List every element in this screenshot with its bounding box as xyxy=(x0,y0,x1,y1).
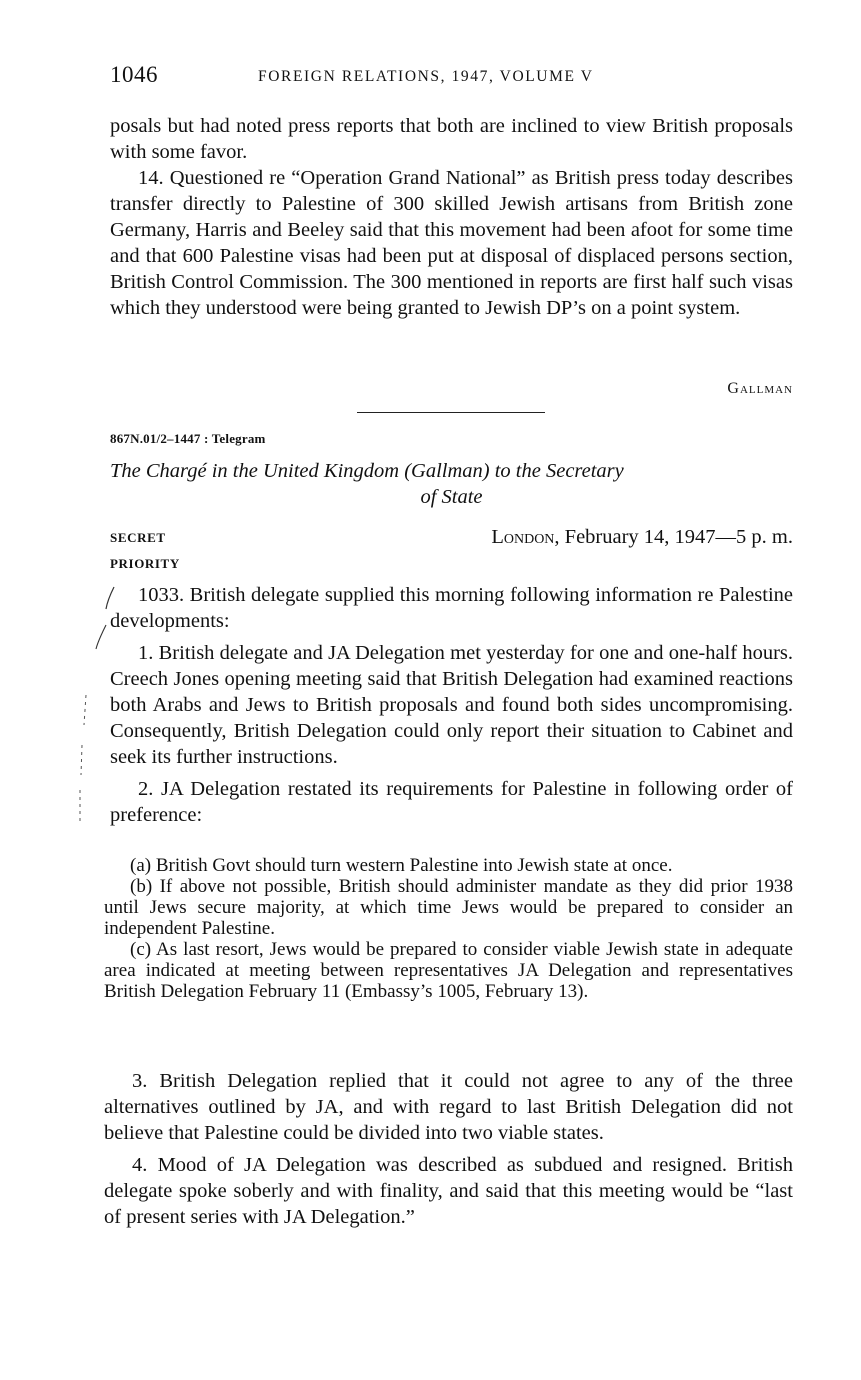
preference-options xyxy=(104,855,793,1002)
option-a: (a) British Govt should turn western Palestine into Jewish state at once. xyxy=(130,855,673,876)
continued-paragraph: posals but had noted press reports that both are inclined to view British proposals with some favor. xyxy=(110,115,793,163)
telegram-paragraph-2: 2. JA Delegation restated its requirements for Palestine in following order of preference: xyxy=(110,778,793,826)
telegram-paragraph-3: 3. British Delegation replied that it could not agree to any of the three alternatives outlined by JA, and with regard to last British Delegation did not believe that Palestine could be divided into two viable states. xyxy=(104,1070,793,1144)
document-title-line-1: The Chargé in the United Kingdom (Gallman) to the Secretary xyxy=(110,460,624,482)
dateline xyxy=(491,526,793,549)
document-file-number: 867N.01/2–1447 : Telegram xyxy=(110,431,266,446)
telegram-paragraph-4: 4. Mood of JA Delegation was described as subdued and resigned. British delegate spoke soberly and with finality, and said that this meeting would be “last of present series with JA Delegation.” xyxy=(104,1154,793,1228)
previous-document-text xyxy=(110,113,793,321)
paragraph-14: 14. Questioned re “Operation Grand National” as British press today describes transfer directly to Palestine of 300 skilled Jewish artisans from British zone Germany, Harris and Beeley said that this movement had been afoot for some time and that 600 Palestine visas had been put at disposal of displaced persons section, British Control Commission. The 300 mentioned in reports are first half such visas which they understood were being granted to Jewish DP’s on a point system. xyxy=(110,167,793,319)
telegram-body xyxy=(110,582,793,828)
document-title xyxy=(110,458,793,510)
telegram-body-continued xyxy=(104,1068,793,1230)
section-divider xyxy=(357,412,545,413)
signature: Gallman xyxy=(727,380,793,397)
telegram-intro: 1033. British delegate supplied this morning following information re Palestine developments: xyxy=(110,584,793,632)
running-head xyxy=(110,62,795,92)
option-c: (c) As last resort, Jews would be prepared to consider viable Jewish state in adequate area indicated at meeting between representatives JA Delegation and representatives British Delegation February 11 (Embassy’s 1005, February 13). xyxy=(104,939,793,1002)
dateline-date: , February 14, 1947—5 p. m. xyxy=(554,526,793,548)
document-title-line-2: of State xyxy=(420,486,483,508)
option-b: (b) If above not possible, British should administer mandate as they did prior 1938 until Jews secure majority, at which time Jews would be prepared to consider an independent Palestine. xyxy=(104,876,793,939)
precedence-label: PRIORITY xyxy=(110,556,180,571)
telegram-paragraph-1: 1. British delegate and JA Delegation met yesterday for one and one-half hours. Creech Jones opening meeting said that British Delegation had examined reactions both Arabs and Jews to British proposals and found both sides uncompromising. Consequently, British Delegation could only report their situation to Cabinet and seek its further instructions. xyxy=(110,642,793,768)
running-head-title: FOREIGN RELATIONS, 1947, VOLUME V xyxy=(258,68,594,85)
page-number: 1046 xyxy=(110,62,158,87)
dateline-city: London xyxy=(491,526,555,548)
classification-label: SECRET xyxy=(110,530,166,545)
